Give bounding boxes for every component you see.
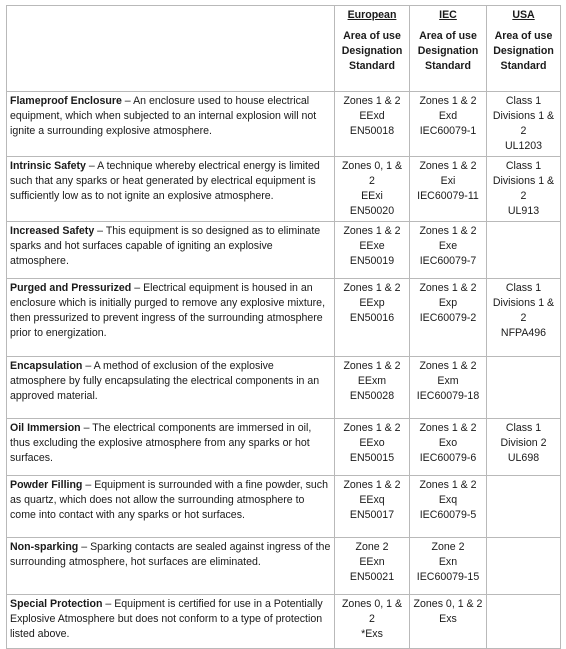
european-line: EN50018 bbox=[349, 125, 395, 138]
usa-line: UL698 bbox=[507, 452, 540, 465]
protection-term: Purged and Pressurized bbox=[10, 282, 132, 295]
usa-cell bbox=[487, 595, 561, 649]
usa-cell bbox=[487, 357, 561, 419]
european-line: Zones 1 & 2 bbox=[343, 225, 401, 238]
iec-line: Exd bbox=[438, 110, 458, 123]
european-line: EN50021 bbox=[349, 571, 395, 584]
protection-description-cell bbox=[7, 357, 335, 419]
european-line: EN50020 bbox=[349, 205, 395, 218]
iec-cell bbox=[410, 279, 487, 357]
dash-separator: – bbox=[80, 422, 93, 435]
protection-text: Electrical equipment is housed in an enclosure which is initially purged to remove any explosive mixture, then pressurized to prevent ingress of the surrounding atmosphere prior to energization. bbox=[10, 282, 326, 340]
protection-text: This equipment is so designed as to eliminate sparks and hot surfaces capable of igniting an explosive atmosphere. bbox=[10, 225, 321, 268]
usa-line: Division 2 bbox=[500, 437, 547, 450]
european-line: EExm bbox=[357, 375, 387, 388]
usa-cell bbox=[487, 157, 561, 222]
usa-cell bbox=[487, 92, 561, 157]
european-line: EN50019 bbox=[349, 255, 395, 268]
dash-separator: – bbox=[82, 360, 94, 373]
table-row bbox=[7, 476, 561, 538]
protection-description-cell bbox=[7, 222, 335, 279]
header-iec-name: IEC bbox=[439, 9, 457, 21]
dash-separator: – bbox=[131, 282, 144, 295]
iec-line: IEC60079-15 bbox=[416, 571, 480, 584]
iec-line: Exq bbox=[438, 494, 458, 507]
european-cell bbox=[335, 279, 410, 357]
protection-text: An enclosure used to house electrical equipment, which when subjected to an internal explosion will not ignite a surrounding explosive atmosphere. bbox=[10, 95, 317, 138]
usa-line: Divisions 1 & 2 bbox=[492, 175, 555, 203]
usa-line: Class 1 bbox=[505, 95, 542, 107]
iec-line: Exm bbox=[437, 375, 459, 388]
table-row bbox=[7, 357, 561, 419]
iec-cell bbox=[410, 357, 487, 419]
iec-line: Zone 2 bbox=[431, 541, 465, 554]
usa-cell bbox=[487, 222, 561, 279]
european-cell bbox=[335, 92, 410, 157]
usa-line: UL1203 bbox=[504, 140, 543, 153]
usa-line: Class 1 bbox=[505, 282, 542, 295]
dash-separator: – bbox=[82, 479, 95, 492]
usa-line: UL913 bbox=[507, 205, 540, 218]
protection-text: A technique whereby electrical energy is limited such that any sparks or heat generated by electrical equipment is sufficiently low as to not ignite an explosive atmosphere. bbox=[10, 160, 320, 203]
protection-term: Encapsulation bbox=[10, 360, 83, 373]
header-usa-subheader: Area of use Designation Standard bbox=[493, 30, 554, 73]
protection-text: Sparking contacts are sealed against ingress of the surrounding atmosphere, hot surfaces are eliminated. bbox=[10, 541, 331, 569]
european-line: Zones 1 & 2 bbox=[343, 479, 401, 492]
table-row bbox=[7, 157, 561, 222]
european-line: Zones 1 & 2 bbox=[343, 95, 401, 107]
header-blank-cell bbox=[7, 6, 335, 92]
protection-description-cell bbox=[7, 92, 335, 157]
iec-cell bbox=[410, 595, 487, 649]
european-line: Zones 1 & 2 bbox=[343, 360, 401, 373]
iec-cell bbox=[410, 419, 487, 476]
european-line: EExi bbox=[361, 190, 383, 203]
iec-line: Zones 1 & 2 bbox=[419, 422, 477, 435]
iec-line: IEC60079-2 bbox=[419, 312, 477, 325]
protection-term: Oil Immersion bbox=[10, 422, 81, 435]
protection-text: Equipment is surrounded with a fine powder, such as quartz, which does not allow the surrounding atmosphere to come into contact with any sparks or hot surfaces. bbox=[10, 479, 328, 522]
iec-line: IEC60079-6 bbox=[419, 452, 477, 465]
dash-separator: – bbox=[94, 225, 106, 238]
table-row bbox=[7, 419, 561, 476]
table-row bbox=[7, 222, 561, 279]
dash-separator: – bbox=[121, 95, 134, 107]
iec-line: Exo bbox=[438, 437, 458, 450]
iec-line: IEC60079-18 bbox=[416, 390, 480, 403]
usa-cell bbox=[487, 476, 561, 538]
protection-term: Intrinsic Safety bbox=[10, 160, 86, 173]
iec-line: Zones 1 & 2 bbox=[419, 160, 477, 173]
iec-cell bbox=[410, 538, 487, 595]
european-line: EN50015 bbox=[349, 452, 395, 465]
european-line: Zone 2 bbox=[355, 541, 389, 554]
header-european bbox=[335, 6, 410, 92]
header-iec-subheader: Area of use Designation Standard bbox=[417, 30, 479, 73]
european-line: EExd bbox=[359, 110, 385, 123]
european-line: Zones 1 & 2 bbox=[343, 422, 401, 435]
protection-term: Increased Safety bbox=[10, 225, 95, 238]
usa-line: Class 1 bbox=[505, 160, 542, 173]
header-european-name: European bbox=[347, 9, 397, 21]
iec-line: Exe bbox=[438, 240, 458, 253]
dash-separator: – bbox=[78, 541, 91, 554]
protection-term: Flameproof Enclosure bbox=[10, 95, 122, 107]
iec-cell bbox=[410, 92, 487, 157]
european-line: EN50017 bbox=[349, 509, 395, 522]
protection-description-cell bbox=[7, 595, 335, 649]
header-usa-name: USA bbox=[512, 9, 535, 21]
usa-line: Divisions 1 & 2 bbox=[492, 297, 555, 325]
european-line: Zones 0, 1 & 2 bbox=[341, 160, 403, 188]
protection-description-cell bbox=[7, 476, 335, 538]
protection-text: The electrical components are immersed in oil, thus excluding the explosive atmosphere from any sparks or hot surfaces. bbox=[10, 422, 312, 465]
header-european-subheader: Area of use Designation Standard bbox=[341, 30, 403, 73]
table-row bbox=[7, 92, 561, 157]
european-cell bbox=[335, 222, 410, 279]
iec-cell bbox=[410, 476, 487, 538]
iec-line: IEC60079-11 bbox=[417, 190, 479, 203]
european-cell bbox=[335, 419, 410, 476]
protection-term: Powder Filling bbox=[10, 479, 83, 492]
iec-line: IEC60079-7 bbox=[419, 255, 477, 268]
header-iec bbox=[410, 6, 487, 92]
european-line: EN50016 bbox=[349, 312, 395, 325]
european-line: EExn bbox=[359, 556, 385, 569]
european-cell bbox=[335, 595, 410, 649]
protection-description-cell bbox=[7, 419, 335, 476]
iec-line: IEC60079-5 bbox=[419, 509, 477, 522]
dash-separator: – bbox=[102, 598, 115, 611]
european-line: Zones 0, 1 & 2 bbox=[341, 598, 403, 626]
protection-types-table bbox=[6, 5, 561, 649]
european-line: *Exs bbox=[361, 628, 383, 641]
protection-text: A method of exclusion of the explosive atmosphere by fully encapsulating the electrical components in an approved material. bbox=[10, 360, 320, 403]
protection-description-cell bbox=[7, 279, 335, 357]
iec-line: Zones 1 & 2 bbox=[419, 479, 477, 492]
european-line: EN50028 bbox=[349, 390, 395, 403]
european-line: EExp bbox=[359, 297, 385, 310]
iec-line: Zones 1 & 2 bbox=[419, 360, 477, 373]
european-cell bbox=[335, 157, 410, 222]
iec-line: Zones 1 & 2 bbox=[419, 95, 477, 107]
protection-text: Equipment is certified for use in a Potentially Explosive Atmosphere but does not conform to a type of protection listed above. bbox=[10, 598, 323, 641]
usa-line: Divisions 1 & 2 bbox=[492, 110, 555, 138]
iec-line: Exp bbox=[438, 297, 458, 310]
iec-cell bbox=[410, 157, 487, 222]
iec-cell bbox=[410, 222, 487, 279]
european-line: EExo bbox=[359, 437, 385, 450]
european-line: EExe bbox=[359, 240, 385, 253]
usa-cell bbox=[487, 419, 561, 476]
header-usa bbox=[487, 6, 561, 92]
table-row bbox=[7, 279, 561, 357]
dash-separator: – bbox=[85, 160, 98, 173]
iec-line: Zones 0, 1 & 2 bbox=[413, 598, 483, 611]
protection-term: Special Protection bbox=[10, 598, 103, 611]
european-line: Zones 1 & 2 bbox=[343, 282, 401, 295]
iec-line: Zones 1 & 2 bbox=[419, 282, 477, 295]
header-row bbox=[7, 6, 561, 92]
iec-line: Exi bbox=[440, 175, 456, 188]
table-row bbox=[7, 595, 561, 649]
table-row bbox=[7, 538, 561, 595]
protection-description-cell bbox=[7, 157, 335, 222]
iec-line: Exs bbox=[439, 613, 457, 626]
european-cell bbox=[335, 538, 410, 595]
european-line: EExq bbox=[359, 494, 385, 507]
iec-line: Exn bbox=[438, 556, 458, 569]
usa-line: Class 1 bbox=[505, 422, 542, 435]
european-cell bbox=[335, 357, 410, 419]
usa-cell bbox=[487, 538, 561, 595]
protection-term: Non-sparking bbox=[10, 541, 79, 554]
usa-line: NFPA496 bbox=[500, 327, 547, 340]
european-cell bbox=[335, 476, 410, 538]
protection-description-cell bbox=[7, 538, 335, 595]
usa-cell bbox=[487, 279, 561, 357]
iec-line: Zones 1 & 2 bbox=[419, 225, 477, 238]
iec-line: IEC60079-1 bbox=[419, 125, 477, 138]
